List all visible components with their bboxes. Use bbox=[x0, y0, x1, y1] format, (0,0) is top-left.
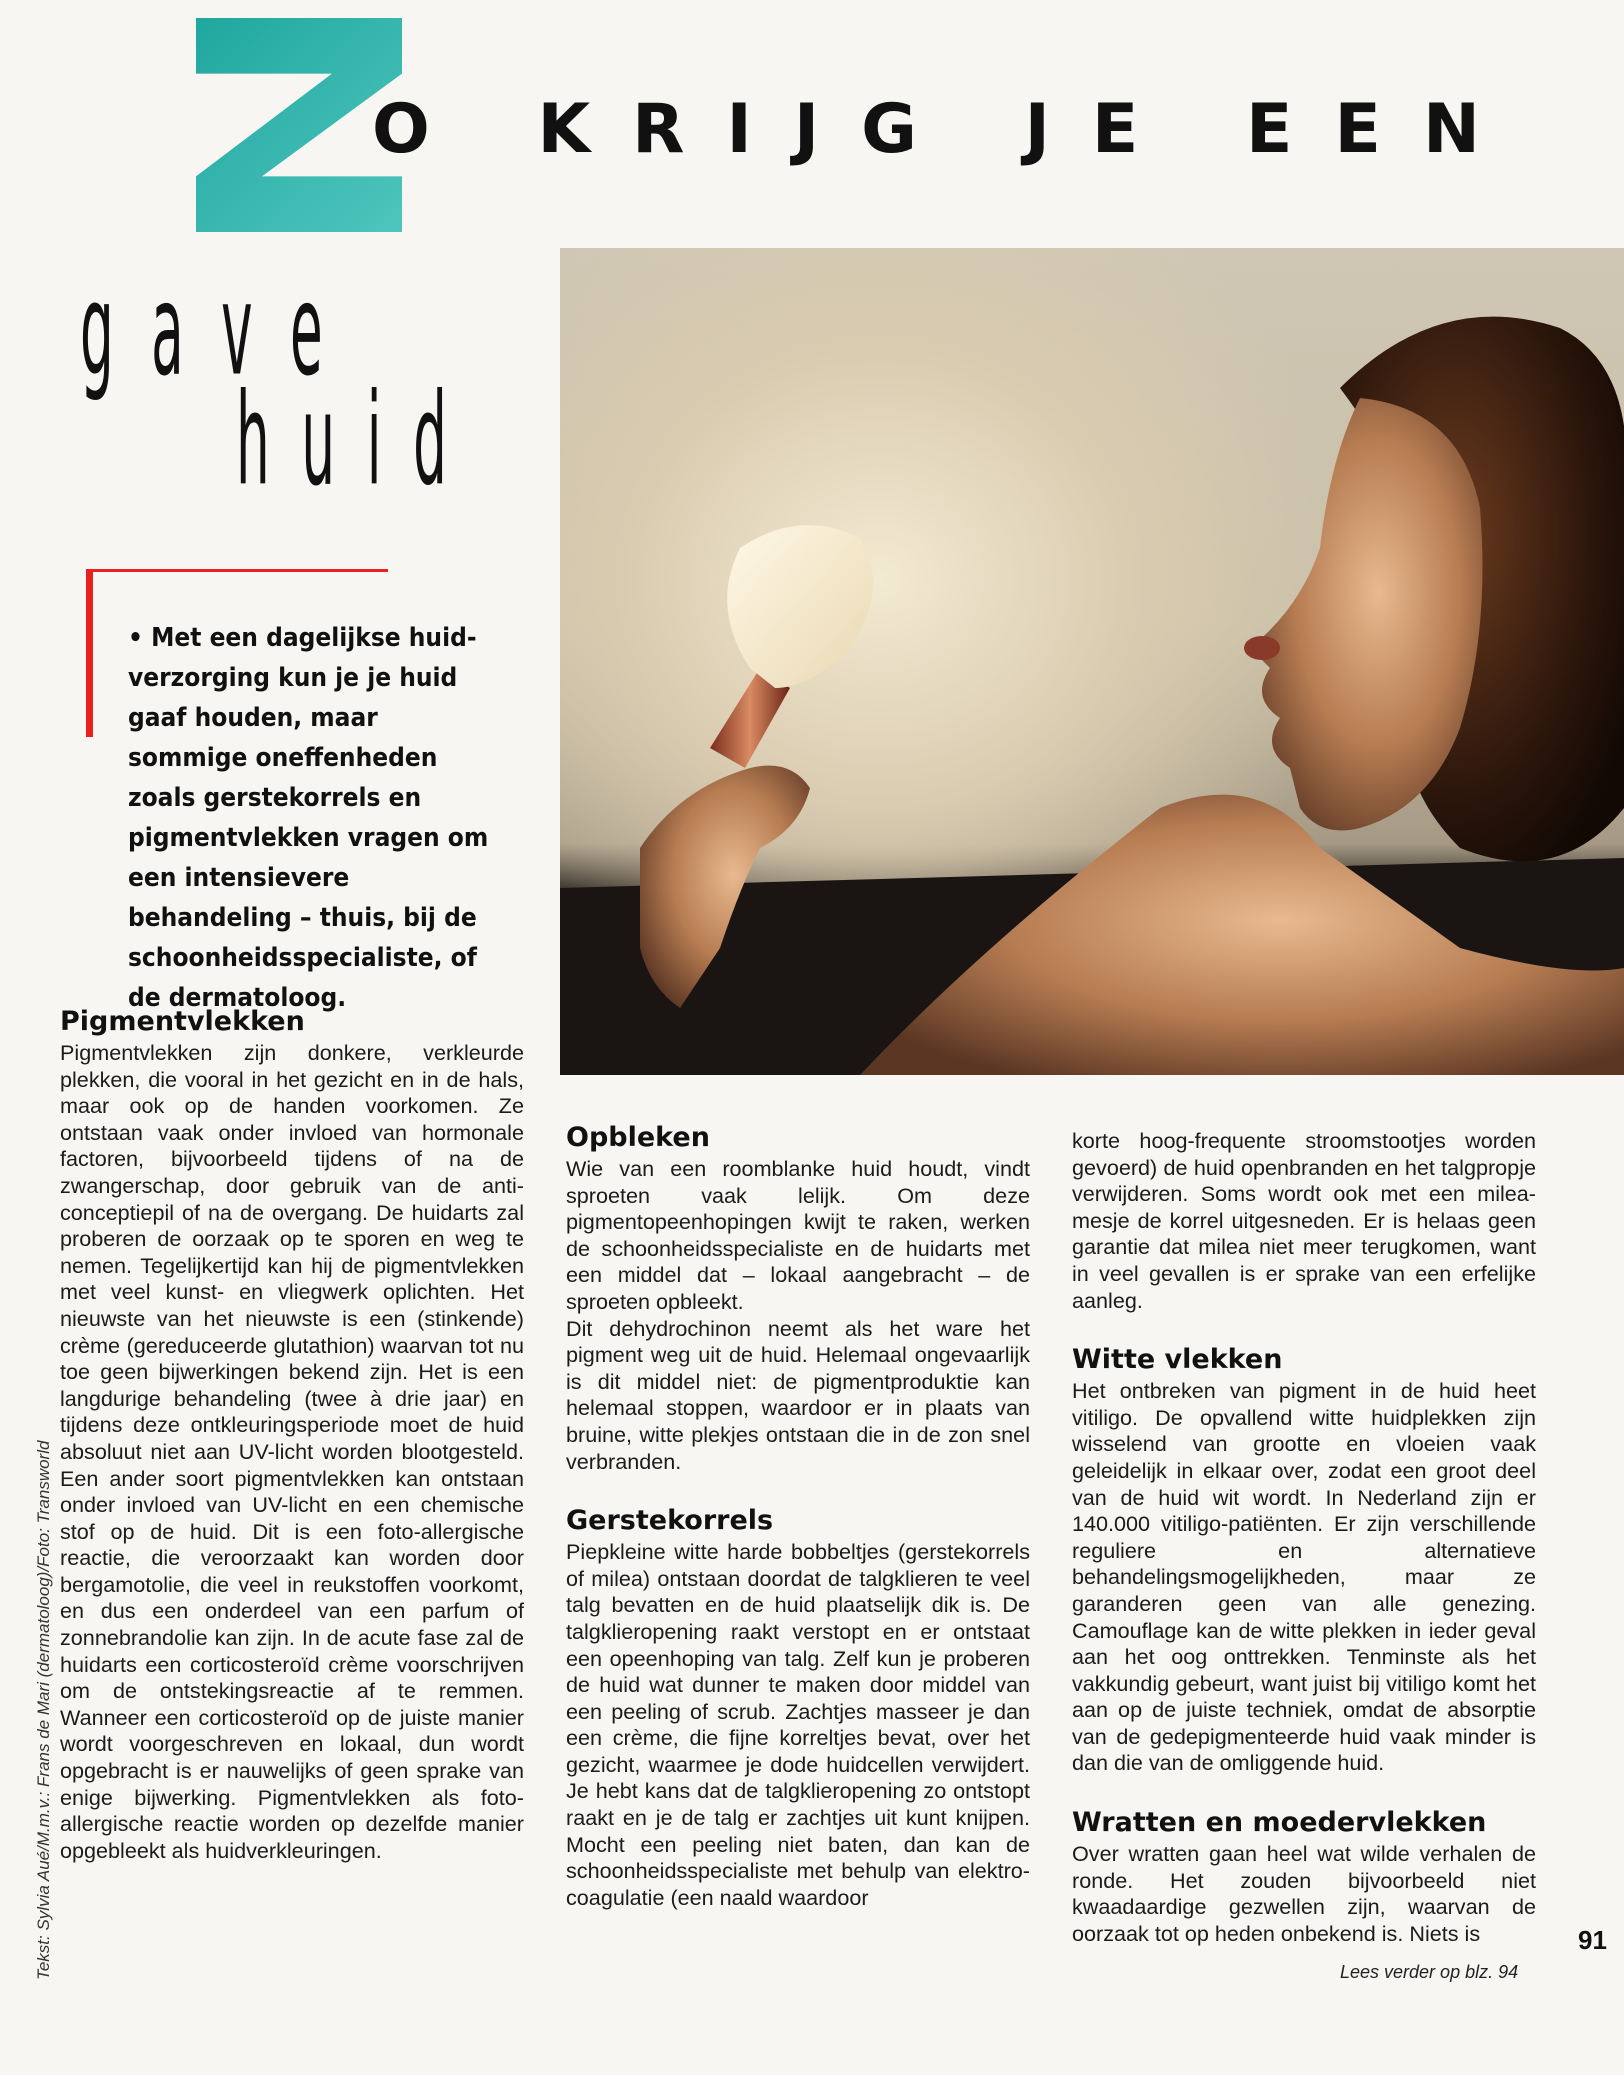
heading-pigmentvlekken: Pigmentvlekken bbox=[60, 1006, 305, 1037]
photo-woman-with-brush bbox=[560, 248, 1624, 1075]
text-witte-vlekken: Het ontbreken van pigment in de huid heet vitiligo. De opvallend witte huidplekken zijn wisselend van grootte en vloeien vaak geleidelijk in elkaar over, zodat een groot deel van de huid wit wordt. In Nederland zijn er 140.000 vitiligo-patiënten. Er zijn verschillende reguliere en alternatieve behandelingsmogelijkheden, maar ze garanderen geen van alle genezing. Camouflage kan de witte plekken in ieder geval aan het oog onttrekken. Tenminste als het vakkundig gebeurt, want juist bij vitiligo komt het aan op de juiste techniek, omdat de absorptie van de gedepigmenteerde huid vaak minder is dan die van de omliggende huid. bbox=[1072, 1378, 1536, 1776]
heading-gerstekorrels: Gerstekorrels bbox=[566, 1505, 774, 1537]
text-pigmentvlekken: Pigmentvlekken zijn donkere, verkleurde plekken, die vooral in het gezicht en in de hals, maar ook op de handen voorkomen. Ze ontstaan vaak onder invloed van hormonale factoren, bijvoorbeeld tijdens of na de zwangerschap, door gebruik van de anti-conceptiepil of na de overgang. De huidarts zal proberen de oorzaak op te sporen en weg te nemen. Tegelijkertijd kan hij de pigmentvlekken met veel kunst- en vliegwerk oplichten. Het nieuwste van het nieuwste is een (stinkende) crème (gereduceerde glutathion) waarvan tot nu toe geen bijwerkingen bekend zijn. Het is een langdurige behandeling (twee à drie jaar) en tijdens deze ontkleuringsperiode moet de huid absoluut niet aan UV-licht worden blootgesteld. Een ander soort pigmentvlekken kan ontstaan onder invloed van UV-licht en een chemische stof op de huid. Dit is een foto-allergische reactie, die veroorzaakt kan worden door bergamotolie, die veel in reukstoffen voorkomt, en dus een onderdeel van een parfum of zonnebrandolie kan zijn. In de acute fase zal de huidarts een corticosteroïd crème voorschrijven om de ontstekingsreactie af te remmen. Wanneer een corticosteroïd op de juiste manier wordt voorgeschreven en lokaal, dun wordt opgebracht is er nauwelijks of geen sprake van enige bijwerking. Pigmentvlekken als foto-allergische reactie worden op dezelfde manier opgebleekt als huidverkleuringen. bbox=[60, 1040, 524, 1863]
photo-credits: Tekst: Sylvia Aué/M.m.v.: Frans de Mari (dermatoloog)/Foto: Transworld bbox=[34, 1440, 53, 1980]
headline-word-huid: huid bbox=[236, 367, 479, 515]
text-wratten: Over wratten gaan heel wat wilde verhalen de ronde. Het zouden bijvoorbeeld niet kwaadaardige gezwellen zijn, waarvan de oorzaak tot op heden onbekend is. Niets is bbox=[1072, 1841, 1536, 1946]
intro-rule-top bbox=[86, 569, 388, 572]
text-gerstekorrels-continued: korte hoog-frequente stroomstootjes worden gevoerd) de huid openbranden en het talgpropje verwijderen. Soms wordt ook met een milea-mesje de korrel uitgesneden. Er is helaas geen garantie dat milea niet meer terugkomen, want in veel gevallen is er sprake van een erfelijke aanleg. bbox=[1072, 1128, 1536, 1313]
headline-line1: O KRIJG JE EEN bbox=[372, 90, 1522, 169]
section-gap bbox=[1072, 1777, 1536, 1807]
column-3 bbox=[1072, 1128, 1536, 1947]
heading-opbleken: Opbleken bbox=[566, 1122, 710, 1153]
text-opbleken-2: Dit dehydrochinon neemt als het ware het pigment weg uit de huid. Helemaal ongevaarlijk is dit middel niet: de pigmentproduktie kan helemaal stoppen, waardoor er in plaats van bruine, witte plekjes ontstaan die in de zon snel verbranden. bbox=[566, 1315, 1030, 1474]
section-gap bbox=[566, 1475, 1030, 1505]
heading-wratten: Wratten en moedervlekken bbox=[1072, 1807, 1487, 1839]
section-gap bbox=[1072, 1314, 1536, 1344]
intro-lead: • Met een dagelijkse huidverzorging kun je je huid gaaf houden, maar sommige oneffenheden zoals gerstekorrels en pigmentvlekken vragen om een intensievere behandeling – thuis, bij de schoonheidsspecialiste, of de dermatoloog. bbox=[128, 623, 489, 1013]
text-opbleken-1: Wie van een roomblanke huid houdt, vindt sproeten vaak lelijk. Om deze pigmentopeenhopingen kwijt te raken, werken de schoonheidsspecialiste en de huidarts met een middel dat – lokaal aangebracht – de sproeten opbleekt. bbox=[566, 1156, 1030, 1314]
column-1 bbox=[60, 1006, 524, 1864]
column-2 bbox=[566, 1122, 1030, 1911]
page-number: 91 bbox=[1578, 1925, 1607, 1955]
text-gerstekorrels: Piepkleine witte harde bobbeltjes (gerstekorrels of milea) ontstaan doordat de talgklieren te veel talg bevatten en de huid plaatselijk dik is. De talgklieropening raakt verstopt en er ontstaat een opeenhoping van talg. Zelf kun je proberen de huid wat dunner te maken door middel van een peeling of scrub. Zachtjes masseer je dan een crème, die fijne korreltjes bevat, over het gezicht, waarmee je dode huidcellen verwijdert. Je hebt kans dat de talgklieropening zo ontstopt raakt en je de talg er zachtjes uit kunt knijpen. Mocht een peeling niet baten, dan kan de schoonheidsspecialiste met behulp van elektro-coagulatie (een naald waardoor bbox=[566, 1539, 1030, 1910]
intro-rule-left bbox=[86, 569, 93, 737]
headline-word-gave: gave bbox=[80, 257, 361, 405]
continued-note: Lees verder op blz. 94 bbox=[1340, 1962, 1519, 1982]
heading-witte-vlekken: Witte vlekken bbox=[1072, 1344, 1283, 1376]
